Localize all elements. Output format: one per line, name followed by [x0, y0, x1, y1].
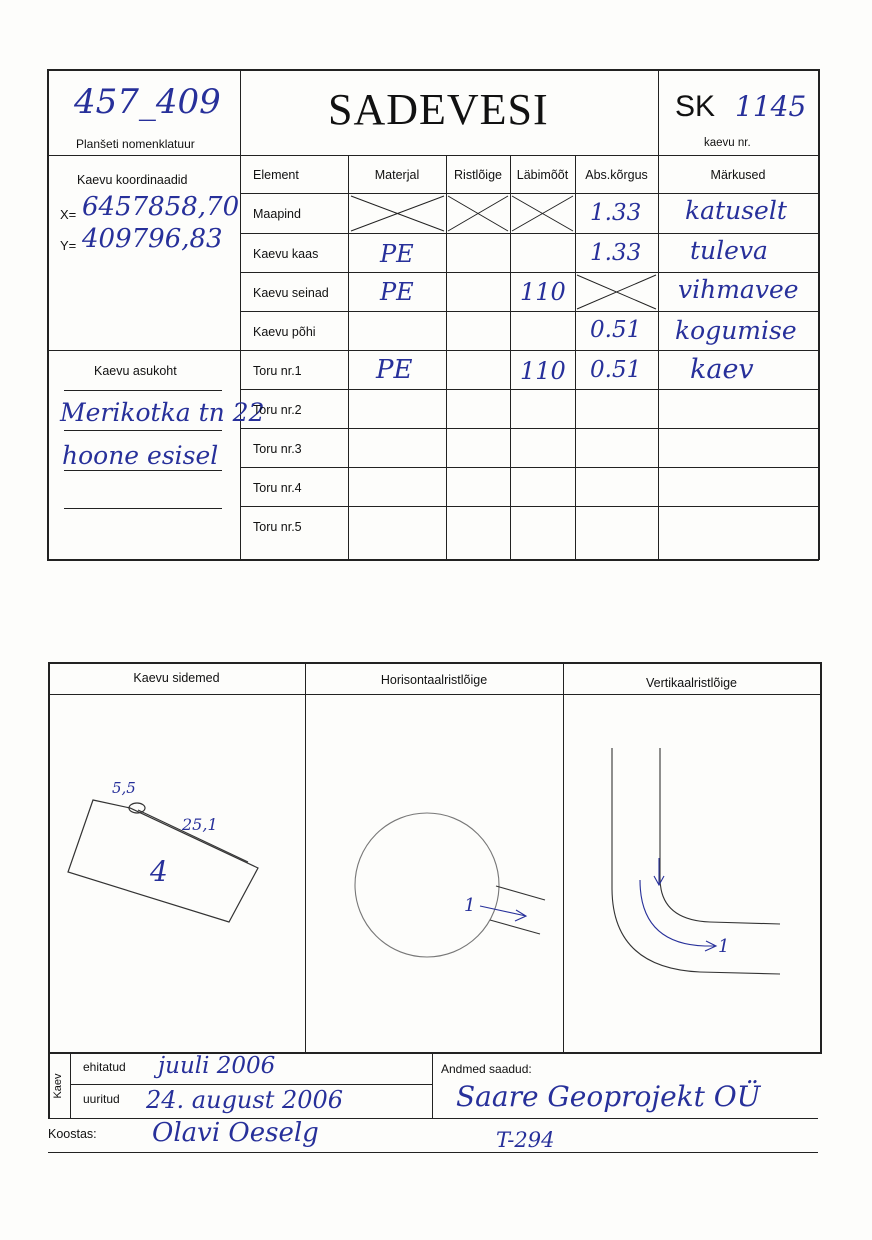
well-side-label: Kaev [52, 1073, 64, 1099]
building-number: 4 [150, 855, 168, 888]
x-value: 6457858,70 [82, 192, 240, 222]
row-element: Kaevu põhi [253, 325, 316, 339]
row-elevation: 1.33 [590, 240, 642, 266]
header-elevation: Abs.kõrgus [585, 168, 648, 182]
nomenclature-value: 457_409 [74, 82, 221, 122]
tie-distance-1: 5,5 [112, 779, 136, 797]
data-source-label: Andmed saadud: [441, 1062, 532, 1076]
row-diameter: 110 [520, 357, 566, 385]
sk-number: 1145 [735, 90, 807, 123]
horizontal-section-label: Horisontaalristlõige [380, 673, 488, 687]
row-elevation: 0.51 [590, 317, 642, 343]
row-element: Toru nr.2 [253, 403, 302, 417]
row-note: kogumise [675, 316, 797, 345]
horizontal-section-drawing [355, 813, 545, 957]
ties-label: Kaevu sidemed [133, 671, 220, 685]
row-element: Toru nr.5 [253, 520, 302, 534]
row-material: PE [380, 240, 414, 268]
nomenclature-label: Planšeti nomenklatuur [76, 137, 195, 151]
vertical-pipe-number: 1 [718, 936, 730, 957]
surveyed-value: 24. august 2006 [146, 1086, 344, 1114]
tie-distance-2: 25,1 [182, 815, 218, 834]
row-diameter: 110 [520, 278, 566, 306]
project-code: T-294 [496, 1128, 555, 1152]
row-note: vihmavee [678, 275, 799, 304]
row-element: Toru nr.1 [253, 364, 302, 378]
row-element: Kaevu seinad [253, 286, 329, 300]
row-material: PE [380, 278, 414, 306]
header-diameter: Läbimõõt [516, 168, 569, 182]
row-note: katuselt [685, 196, 787, 225]
author-value: Olavi Oeselg [152, 1118, 319, 1148]
row-element: Maapind [253, 207, 301, 221]
surveyed-label: uuritud [83, 1092, 120, 1106]
built-label: ehitatud [83, 1060, 126, 1074]
header-material: Materjal [374, 168, 420, 182]
row-note: kaev [690, 354, 754, 385]
coordinates-label: Kaevu koordinaadid [77, 173, 188, 187]
location-line-1: Merikotka tn 22 [60, 398, 265, 427]
header-notes: Märkused [710, 168, 766, 182]
location-line-2: hoone esisel [62, 441, 219, 470]
row-elevation: 0.51 [590, 357, 642, 383]
built-value: juuli 2006 [158, 1053, 276, 1079]
vertical-section-drawing [612, 748, 780, 974]
well-no-label: kaevu nr. [704, 137, 751, 149]
row-note: tuleva [690, 236, 768, 265]
page-title: SADEVESI [328, 85, 549, 134]
row-element: Toru nr.3 [253, 442, 302, 456]
horizontal-pipe-number: 1 [464, 895, 476, 916]
vertical-section-label: Vertikaalristlõige [645, 676, 737, 690]
data-source-value: Saare Geoprojekt OÜ [456, 1080, 761, 1113]
author-label: Koostas: [48, 1127, 97, 1141]
row-element: Kaevu kaas [253, 247, 319, 261]
row-material: PE [376, 355, 413, 385]
header-cross-section: Ristlõige [454, 168, 502, 182]
row-elevation: 1.33 [590, 200, 642, 226]
location-label: Kaevu asukoht [94, 364, 177, 378]
sk-prefix: SK [675, 90, 716, 123]
header-element: Element [253, 168, 299, 182]
y-prefix: Y= [60, 238, 77, 253]
row-element: Toru nr.4 [253, 481, 302, 495]
y-value: 409796,83 [82, 224, 223, 254]
x-prefix: X= [60, 207, 77, 222]
